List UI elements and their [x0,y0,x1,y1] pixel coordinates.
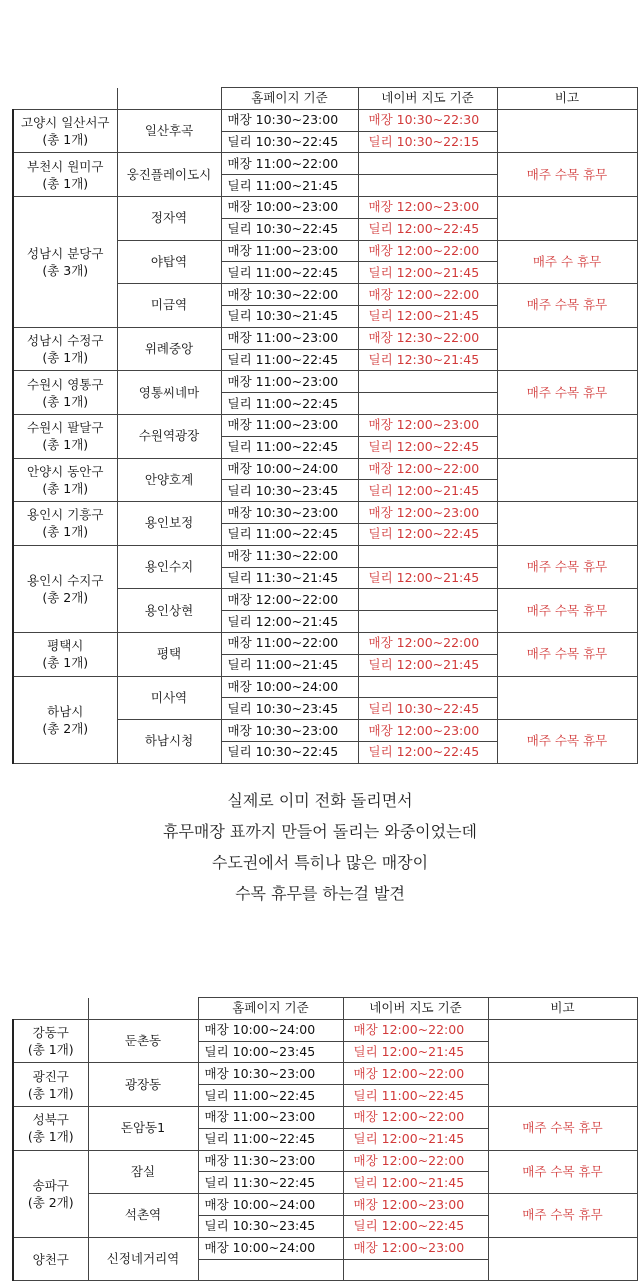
homepage-hours-cell: 딜리 11:00~22:45 [198,1128,343,1150]
naver-hours-cell: 딜리 12:00~21:45 [358,305,497,327]
region-cell: 양천구 [13,1237,88,1281]
store-name-cell: 평택 [117,632,221,676]
region-cell: 용인시 기흥구 (총 1개) [13,502,117,546]
homepage-hours-cell: 딜리 11:00~22:45 [198,1085,343,1107]
note-cell [488,1019,637,1063]
naver-hours-cell [358,545,497,567]
note-cell [497,676,637,720]
homepage-hours-cell: 딜리 11:00~21:45 [221,654,358,676]
naver-hours-cell: 매장 12:00~22:00 [343,1019,488,1041]
naver-hours-cell: 딜리 12:00~21:45 [343,1041,488,1063]
naver-hours-cell: 매장 12:00~22:00 [358,458,497,480]
naver-hours-cell: 매장 10:30~22:30 [358,109,497,131]
store-name-cell: 수원역광장 [117,414,221,458]
store-name-cell: 안양호계 [117,458,221,502]
note-cell: 매주 수목 휴무 [488,1150,637,1194]
homepage-hours-cell: 매장 11:00~22:00 [221,632,358,654]
note-cell [497,502,637,546]
naver-hours-cell: 매장 12:00~23:00 [358,196,497,218]
table-header-row [13,998,637,1020]
note-cell [497,109,637,153]
header-store [88,998,198,1020]
table-row [13,545,637,567]
naver-hours-cell [358,175,497,197]
naver-hours-cell [358,393,497,415]
store-name-cell: 석촌역 [88,1194,198,1238]
naver-hours-cell: 딜리 12:00~21:45 [358,567,497,589]
region-cell: 하남시 (총 2개) [13,676,117,763]
homepage-hours-cell: 딜리 11:00~22:45 [221,523,358,545]
homepage-hours-cell: 딜리 11:00~22:45 [221,436,358,458]
table-row [13,1063,637,1085]
naver-hours-cell: 매장 12:00~23:00 [358,720,497,742]
homepage-hours-cell: 딜리 11:00~22:45 [221,349,358,371]
table-row [13,1150,637,1172]
homepage-hours-cell: 매장 10:00~23:00 [221,196,358,218]
homepage-hours-cell: 매장 10:30~23:00 [221,720,358,742]
table-body [13,1019,637,1281]
store-name-cell: 둔촌동 [88,1019,198,1063]
note-cell: 매주 수목 휴무 [497,284,637,328]
region-cell: 송파구 (총 2개) [13,1150,88,1237]
store-name-cell: 광장동 [88,1063,198,1107]
homepage-hours-cell: 딜리 11:30~22:45 [198,1172,343,1194]
note-cell: 매주 수목 휴무 [497,632,637,676]
hours-table-2 [12,997,638,1281]
store-name-cell: 용인수지 [117,545,221,589]
header-note: 비고 [497,88,637,110]
store-name-cell: 위례중앙 [117,327,221,371]
note-cell: 매주 수목 휴무 [497,720,637,764]
naver-hours-cell: 매장 12:00~23:00 [358,502,497,524]
naver-hours-cell: 매장 12:00~23:00 [358,414,497,436]
note-cell: 매주 수목 휴무 [488,1194,637,1238]
store-name-cell: 하남시청 [117,720,221,764]
homepage-hours-cell: 매장 11:00~23:00 [221,414,358,436]
note-cell [497,327,637,371]
homepage-hours-cell: 매장 11:00~23:00 [198,1106,343,1128]
store-name-cell: 일산후곡 [117,109,221,153]
naver-hours-cell: 딜리 10:30~22:45 [358,698,497,720]
naver-hours-cell [358,153,497,175]
homepage-hours-cell: 매장 10:30~23:00 [221,109,358,131]
note-cell: 매주 수목 휴무 [497,545,637,589]
store-name-cell: 미사역 [117,676,221,720]
store-name-cell: 정자역 [117,196,221,240]
naver-hours-cell [358,589,497,611]
table-row [13,327,637,349]
naver-hours-cell: 딜리 11:00~22:45 [343,1085,488,1107]
table-row [13,458,637,480]
naver-hours-cell: 딜리 12:00~22:45 [358,218,497,240]
naver-hours-cell: 딜리 10:30~22:15 [358,131,497,153]
homepage-hours-cell: 매장 11:00~22:00 [221,153,358,175]
note-cell [497,414,637,458]
store-name-cell: 미금역 [117,284,221,328]
homepage-hours-cell: 매장 10:00~24:00 [198,1194,343,1216]
store-name-cell: 웅진플레이도시 [117,153,221,197]
naver-hours-cell: 매장 12:00~23:00 [343,1237,488,1259]
homepage-hours-cell: 매장 11:30~23:00 [198,1150,343,1172]
homepage-hours-cell [198,1259,343,1281]
homepage-hours-cell: 딜리 10:00~23:45 [198,1041,343,1063]
store-name-cell: 야탑역 [117,240,221,284]
header-region [13,88,117,110]
naver-hours-cell: 딜리 12:00~21:45 [358,480,497,502]
region-cell: 성남시 분당구 (총 3개) [13,196,117,327]
table-row [13,502,637,524]
table-row [13,1106,637,1128]
region-cell: 평택시 (총 1개) [13,632,117,676]
homepage-hours-cell: 딜리 12:00~21:45 [221,611,358,633]
naver-hours-cell: 매장 12:30~22:00 [358,327,497,349]
region-cell: 성남시 수정구 (총 1개) [13,327,117,371]
table-body [13,109,637,763]
header-note: 비고 [488,998,637,1020]
table-row [13,414,637,436]
caption-text [0,785,640,909]
homepage-hours-cell: 딜리 10:30~21:45 [221,305,358,327]
note-cell: 매주 수목 휴무 [497,371,637,415]
homepage-hours-cell: 매장 11:00~23:00 [221,371,358,393]
header-homepage: 홈페이지 기준 [198,998,343,1020]
naver-hours-cell: 매장 12:00~23:00 [343,1194,488,1216]
naver-hours-cell: 딜리 12:00~21:45 [358,654,497,676]
naver-hours-cell: 딜리 12:30~21:45 [358,349,497,371]
header-store [117,88,221,110]
region-cell: 강동구 (총 1개) [13,1019,88,1063]
naver-hours-cell: 매장 12:00~22:00 [358,240,497,262]
naver-hours-cell: 매장 12:00~22:00 [343,1063,488,1085]
region-cell: 용인시 수지구 (총 2개) [13,545,117,632]
naver-hours-cell: 매장 12:00~22:00 [343,1150,488,1172]
table-row [13,676,637,698]
region-cell: 부천시 원미구 (총 1개) [13,153,117,197]
header-naver: 네이버 지도 기준 [358,88,497,110]
homepage-hours-cell: 매장 10:00~24:00 [198,1019,343,1041]
naver-hours-cell [358,611,497,633]
homepage-hours-cell: 매장 12:00~22:00 [221,589,358,611]
store-name-cell: 용인상현 [117,589,221,633]
homepage-hours-cell: 딜리 10:30~22:45 [221,131,358,153]
region-cell: 고양시 일산서구 (총 1개) [13,109,117,153]
store-name-cell: 돈암동1 [88,1106,198,1150]
region-cell: 성북구 (총 1개) [13,1106,88,1150]
caption-line: 휴무매장 표까지 만들어 돌리는 와중이었는데 [162,822,477,841]
naver-hours-cell [358,371,497,393]
note-cell [497,458,637,502]
table-row [13,109,637,131]
table-header-row [13,88,637,110]
note-cell: 매주 수목 휴무 [497,589,637,633]
table-row [13,1237,637,1259]
homepage-hours-cell: 매장 10:30~23:00 [198,1063,343,1085]
homepage-hours-cell: 매장 10:30~23:00 [221,502,358,524]
hours-table-1 [12,87,638,764]
note-cell: 매주 수목 휴무 [488,1106,637,1150]
region-cell: 수원시 영통구 (총 1개) [13,371,117,415]
naver-hours-cell [358,676,497,698]
table-row [13,632,637,654]
naver-hours-cell: 딜리 12:00~22:45 [343,1215,488,1237]
naver-hours-cell: 딜리 12:00~22:45 [358,523,497,545]
table-row [13,196,637,218]
homepage-hours-cell: 딜리 10:30~23:45 [221,480,358,502]
homepage-hours-cell: 딜리 11:00~22:45 [221,393,358,415]
region-cell: 광진구 (총 1개) [13,1063,88,1107]
naver-hours-cell: 매장 12:00~22:00 [343,1106,488,1128]
homepage-hours-cell: 딜리 10:30~22:45 [221,218,358,240]
homepage-hours-cell: 딜리 11:30~21:45 [221,567,358,589]
naver-hours-cell: 딜리 12:00~21:45 [343,1128,488,1150]
table-row [13,153,637,175]
naver-hours-cell: 딜리 12:00~22:45 [358,436,497,458]
naver-hours-cell: 딜리 12:00~21:45 [343,1172,488,1194]
homepage-hours-cell: 매장 10:00~24:00 [198,1237,343,1259]
header-homepage: 홈페이지 기준 [221,88,358,110]
note-cell: 매주 수 휴무 [497,240,637,284]
region-cell: 안양시 동안구 (총 1개) [13,458,117,502]
naver-hours-cell: 매장 12:00~22:00 [358,632,497,654]
header-region [13,998,88,1020]
store-name-cell: 신정네거리역 [88,1237,198,1281]
caption-line: 수도권에서 특히나 많은 매장이 [211,853,429,872]
homepage-hours-cell: 딜리 11:00~21:45 [221,175,358,197]
header-naver: 네이버 지도 기준 [343,998,488,1020]
store-name-cell: 잠실 [88,1150,198,1194]
homepage-hours-cell: 딜리 10:30~23:45 [221,698,358,720]
homepage-hours-cell: 매장 10:00~24:00 [221,458,358,480]
homepage-hours-cell: 매장 11:00~23:00 [221,327,358,349]
note-cell: 매주 수목 휴무 [497,153,637,197]
caption-line: 수목 휴무를 하는걸 발견 [235,884,405,903]
store-name-cell: 영통씨네마 [117,371,221,415]
homepage-hours-cell: 매장 10:00~24:00 [221,676,358,698]
note-cell [497,196,637,240]
naver-hours-cell: 매장 12:00~22:00 [358,284,497,306]
homepage-hours-cell: 매장 11:30~22:00 [221,545,358,567]
homepage-hours-cell: 매장 11:00~23:00 [221,240,358,262]
homepage-hours-cell: 딜리 10:30~22:45 [221,741,358,763]
homepage-hours-cell: 매장 10:30~22:00 [221,284,358,306]
store-name-cell: 용인보정 [117,502,221,546]
note-cell [488,1063,637,1107]
naver-hours-cell: 딜리 12:00~22:45 [358,741,497,763]
caption-line: 실제로 이미 전화 돌리면서 [227,791,413,810]
region-cell: 수원시 팔달구 (총 1개) [13,414,117,458]
homepage-hours-cell: 딜리 10:30~23:45 [198,1215,343,1237]
table-row [13,1019,637,1041]
note-cell [488,1237,637,1281]
table-row [13,1194,637,1216]
naver-hours-cell: 딜리 12:00~21:45 [358,262,497,284]
table-row [13,371,637,393]
naver-hours-cell [343,1259,488,1281]
homepage-hours-cell: 딜리 11:00~22:45 [221,262,358,284]
